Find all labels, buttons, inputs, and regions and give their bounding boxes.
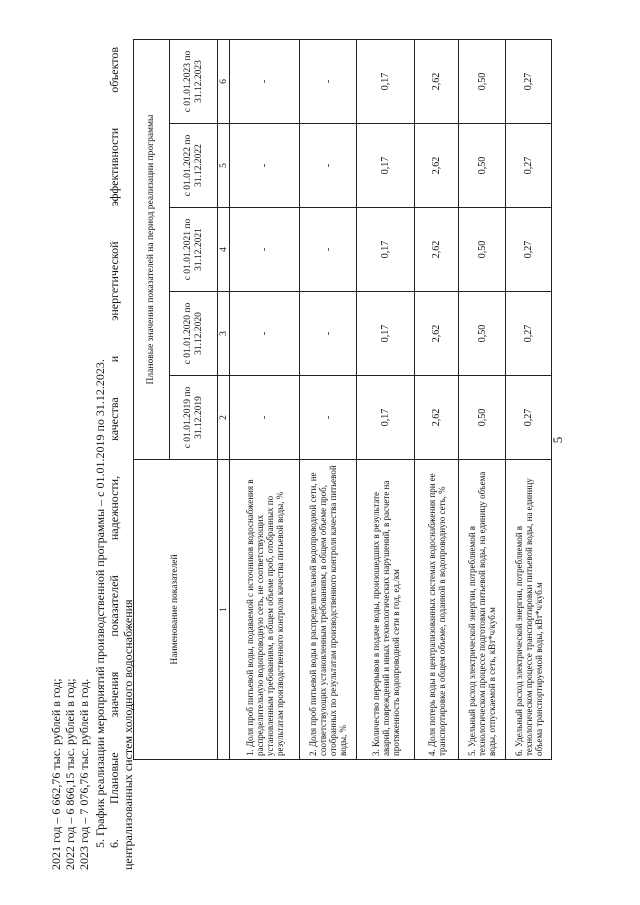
indicator-value: -	[300, 124, 357, 208]
indicator-value: 0,27	[506, 40, 552, 124]
indicator-value: 0,17	[357, 292, 415, 376]
table-row	[506, 40, 552, 760]
table-row	[415, 40, 459, 760]
table-row	[300, 40, 357, 760]
indicator-value: 0,17	[357, 124, 415, 208]
col-number: 5	[218, 124, 230, 208]
indicator-name: 4. Доля потерь воды в централизованных системах водоснабжения при ее транспортировке в общем объеме, поданной в водопроводную сеть, %	[415, 460, 459, 760]
indicator-value: 0,50	[459, 376, 506, 460]
plan-values-header: Плановые значения показателей на период реализации программы	[134, 40, 170, 460]
indicator-value: -	[230, 376, 300, 460]
finance-line-2022: 2022 год – 6 866,15 тыс. рублей в год;	[63, 678, 77, 870]
indicator-value: 2,62	[415, 208, 459, 292]
period-2020: с 01.01.2020 по 31.12.2020	[170, 292, 218, 376]
program-schedule-text: 5. График реализации мероприятий производственной программы – с 01.01.2019 по 31.12.2023.	[93, 359, 107, 848]
indicator-value: 0,50	[459, 292, 506, 376]
indicator-value: 0,17	[357, 40, 415, 124]
indicator-value: 0,50	[459, 40, 506, 124]
col-number: 1	[218, 460, 230, 760]
indicators-table-body	[230, 40, 552, 760]
indicators-heading-line1: 6. Плановые значения показателей надежности, качества и энергетической эффективности объектов	[107, 47, 121, 848]
indicator-value: 0,17	[357, 376, 415, 460]
indicator-name: 3. Количество перерывов в подаче воды, произошедших в результате аварий, повреждений и иных технологических нарушений, в расчете на протяженность водопроводной сети в год, ед./км	[357, 460, 415, 760]
indicator-value: -	[230, 208, 300, 292]
indicator-value: 2,62	[415, 292, 459, 376]
indicator-value: 2,62	[415, 40, 459, 124]
indicator-name: 2. Доля проб питьевой воды в распределительной водопроводной сети, не соответствующих установленным требованиям, в общем объеме проб, отобранных по результатам производственного контроля качества питьевой воды, %	[300, 460, 357, 760]
indicators-heading-line2: централизованных систем холодного водоснабжения	[121, 599, 135, 870]
indicator-value: 0,27	[506, 376, 552, 460]
indicator-value: -	[230, 124, 300, 208]
col-number: 3	[218, 292, 230, 376]
col-number: 2	[218, 376, 230, 460]
indicator-value: -	[300, 208, 357, 292]
indicator-name: 1. Доля проб питьевой воды, подаваемой с источников водоснабжения в распределительную водопроводную сеть, не соответствующих установленным требованиям, в общем объеме проб, отобранных по результатам производственного контроля качества питьевой воды, %	[230, 460, 300, 760]
indicators-table	[133, 39, 552, 760]
period-2023: с 01.01.2023 по 31.12.2023	[170, 40, 218, 124]
indicator-name: 5. Удельный расход электрической энергии, потребляемой в технологическом процессе подготовки питьевой воды, на единицу объема воды, отпускаемой в сеть, кВт*ч/куб.м	[459, 460, 506, 760]
indicator-value: 2,62	[415, 124, 459, 208]
finance-line-2021: 2021 год – 6 662,76 тыс. рублей в год;	[49, 678, 63, 870]
col-number: 4	[218, 208, 230, 292]
indicator-value: 0,27	[506, 292, 552, 376]
page-number: 5	[550, 436, 565, 444]
indicator-value: 0,50	[459, 124, 506, 208]
table-row	[230, 40, 300, 760]
indicator-value: -	[230, 40, 300, 124]
period-2021: с 01.01.2021 по 31.12.2021	[170, 208, 218, 292]
rotated-page-content	[45, 25, 605, 870]
indicator-value: 0,17	[357, 208, 415, 292]
col-number: 6	[218, 40, 230, 124]
indicator-value: -	[300, 292, 357, 376]
col-name-header: Наименование показателей	[134, 460, 218, 760]
indicator-value: -	[300, 376, 357, 460]
period-2019: с 01.01.2019 по 31.12.2019	[170, 376, 218, 460]
finance-line-2023: 2023 год – 7 076,76 тыс. рублей в год.	[77, 678, 91, 870]
indicator-value: 0,27	[506, 124, 552, 208]
indicator-value: -	[300, 40, 357, 124]
indicator-value: 0,27	[506, 208, 552, 292]
indicator-value: -	[230, 292, 300, 376]
period-2022: с 01.01.2022 по 31.12.2022	[170, 124, 218, 208]
table-row	[357, 40, 415, 760]
indicator-value: 0,50	[459, 208, 506, 292]
table-row	[459, 40, 506, 760]
indicator-value: 2,62	[415, 376, 459, 460]
indicator-name: 6. Удельный расход электрической энергии, потребляемой в технологическом процессе транспортировки питьевой воды, на единицу объема транспортируемой воды, кВт*ч/куб.м	[506, 460, 552, 760]
